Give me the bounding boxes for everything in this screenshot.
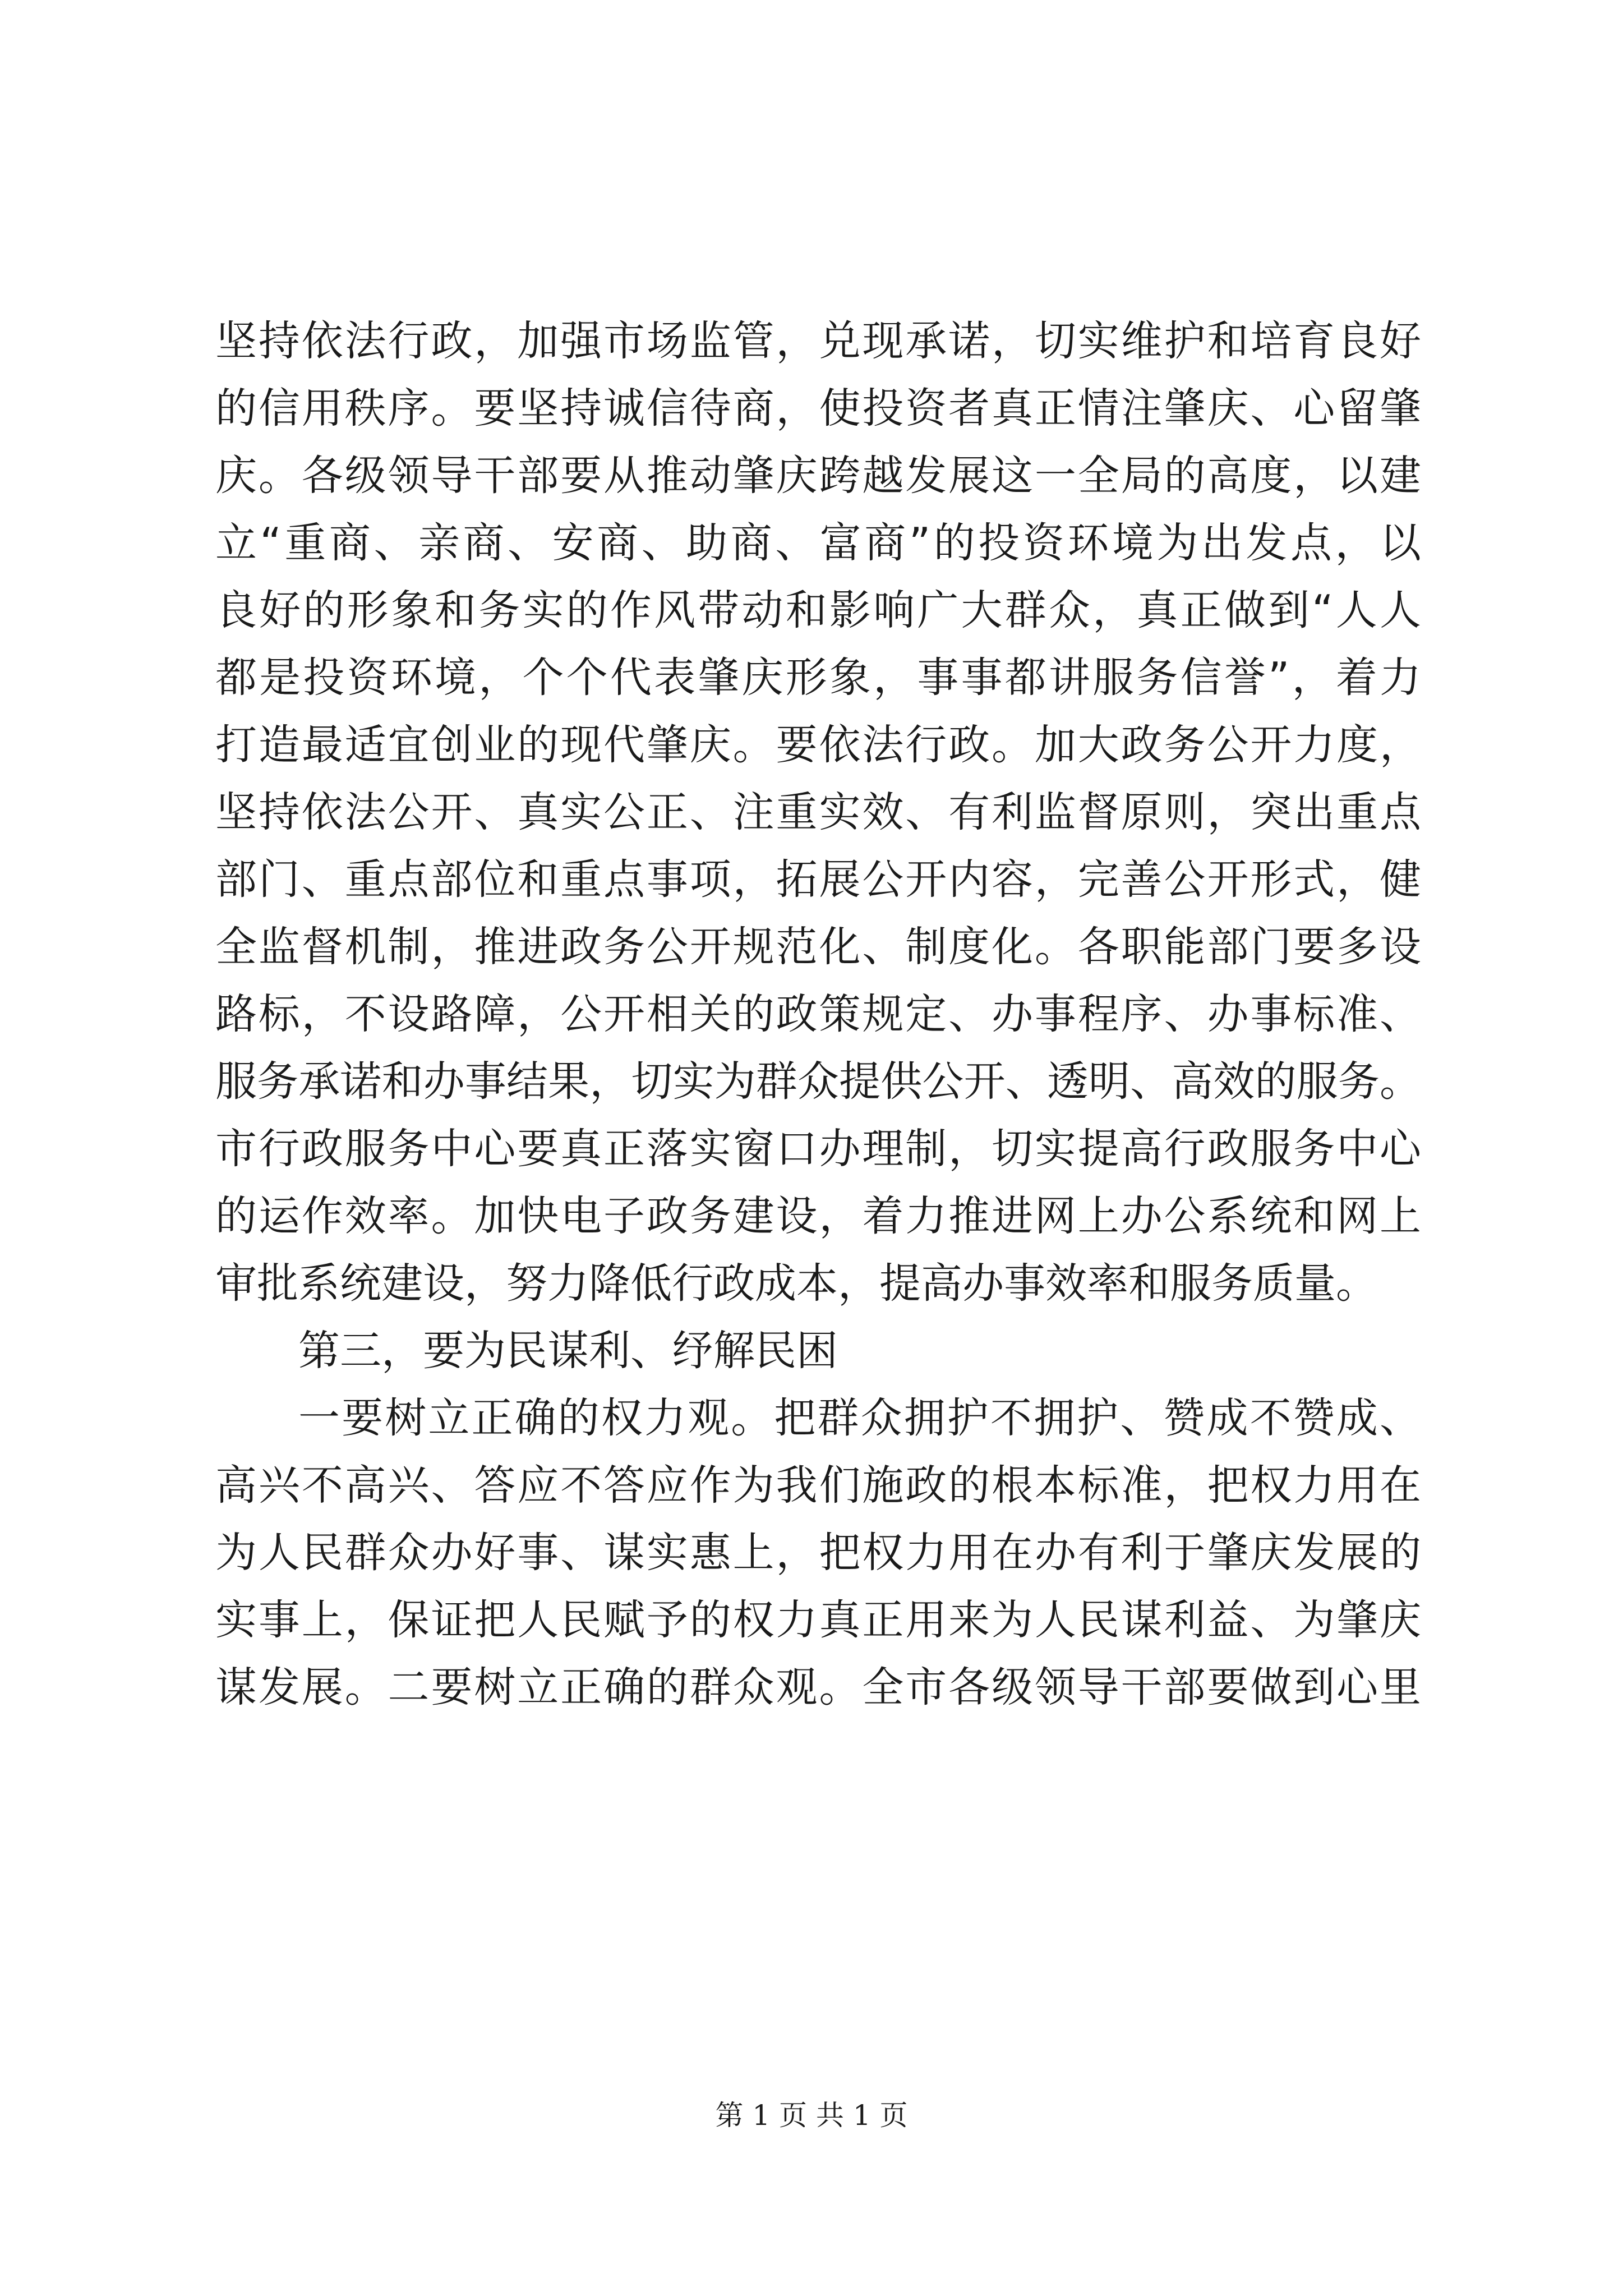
text-line: 审批系统建设，努力降低行政成本，提高办事效率和服务质量。 (215, 1259, 1377, 1308)
text-line: 坚持依法公开、真实公正、注重实效、有利监督原则，突出重点 (215, 788, 1421, 836)
text-line: 良好的形象和务实的作风带动和影响广大群众，真正做到“人人 (215, 586, 1421, 634)
text-line: 的运作效率。加快电子政务建设，着力推进网上办公系统和网上 (215, 1192, 1421, 1240)
text-line: 高兴不高兴、答应不答应作为我们施政的根本标准，把权力用在 (215, 1461, 1421, 1510)
text-line: 的信用秩序。要坚持诚信待商，使投资者真正情注肇庆、心留肇 (215, 384, 1421, 432)
text-line: 全监督机制，推进政务公开规范化、制度化。各职能部门要多设 (215, 923, 1421, 971)
text-line: 市行政服务中心要真正落实窗口办理制，切实提高行政服务中心 (215, 1125, 1421, 1173)
text-line: 路标，不设路障，公开相关的政策规定、办事程序、办事标准、 (215, 990, 1421, 1038)
text-line: 实事上，保证把人民赋予的权力真正用来为人民谋利益、为肇庆 (215, 1596, 1421, 1644)
text-line: 为人民群众办好事、谋实惠上，把权力用在办有利于肇庆发展的 (215, 1529, 1421, 1577)
text-line: 坚持依法行政，加强市场监管，兑现承诺，切实维护和培育良好 (215, 317, 1421, 365)
page-number-label: 第 1 页 共 1 页 (715, 2099, 908, 2132)
text-line: 谋发展。二要树立正确的群众观。全市各级领导干部要做到心里 (215, 1663, 1421, 1711)
text-line: 服务承诺和办事结果，切实为群众提供公开、透明、高效的服务。 (215, 1057, 1421, 1106)
text-line: 一要树立正确的权力观。把群众拥护不拥护、赞成不赞成、 (298, 1394, 1421, 1442)
section-heading: 第三，要为民谋利、纾解民困 (298, 1327, 838, 1375)
text-line: 部门、重点部位和重点事项，拓展公开内容，完善公开形式，健 (215, 855, 1421, 904)
body-text (215, 307, 1421, 1721)
text-line: 都是投资环境，个个代表肇庆形象，事事都讲服务信誉”，着力 (215, 654, 1421, 702)
text-line: 庆。各级领导干部要从推动肇庆跨越发展这一全局的高度，以建 (215, 452, 1421, 500)
text-line: 打造最适宜创业的现代肇庆。要依法行政。加大政务公开力度， (215, 721, 1421, 769)
page-footer (0, 2096, 1623, 2135)
text-line: 立“重商、亲商、安商、助商、富商”的投资环境为出发点，以 (215, 519, 1421, 567)
